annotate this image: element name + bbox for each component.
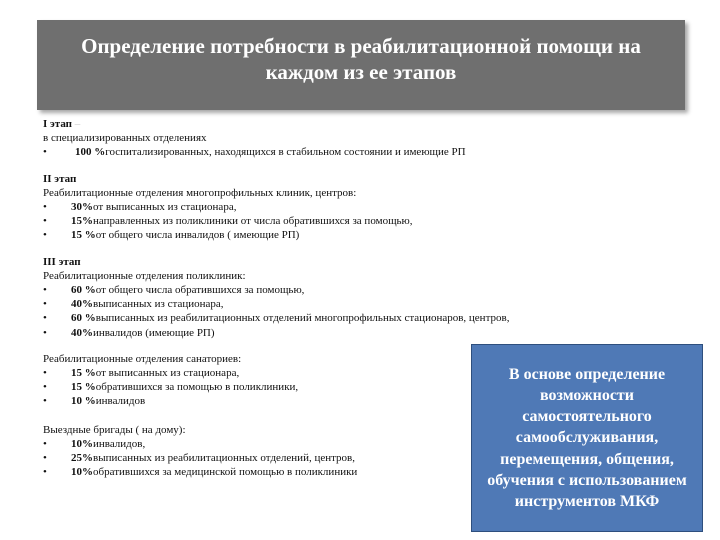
bullet-dot: • — [43, 298, 47, 311]
list-item-text: от выписанных из стационара, — [93, 201, 237, 214]
bullet-dot: • — [43, 215, 47, 228]
bullet-dot: • — [43, 201, 47, 214]
list-item-text: обратившихся за помощью в поликлиники, — [95, 381, 299, 394]
list-item-text: выписанных из реабилитационных отделений, центров, — [93, 452, 355, 465]
list-item-text: обратившихся за медицинской помощью в поликлиники — [93, 466, 358, 479]
list-item-value: 15% — [71, 215, 93, 228]
stage-2-heading: II этап — [43, 172, 77, 185]
list-item-value: 40% — [71, 298, 93, 311]
list-item-text: инвалидов (имеющие РП) — [93, 326, 215, 339]
stage-1-heading — [43, 117, 633, 131]
list-item-value: 60 % — [71, 284, 96, 297]
list-item — [43, 228, 633, 242]
stage-1-line: в специализированных отделениях — [43, 132, 207, 145]
list-item-text: от общего числа инвалидов ( имеющие РП) — [95, 229, 300, 242]
bullet-dot: • — [43, 326, 47, 339]
title-banner — [37, 20, 685, 110]
list-item-value: 15 % — [71, 381, 96, 394]
list-item-value: 60 % — [71, 312, 96, 325]
list-item-text: госпитализированных, находящихся в стабильном состоянии и имеющие РП — [105, 146, 466, 159]
list-item-value: 15 % — [71, 367, 96, 380]
stage-3-section — [43, 255, 633, 340]
list-item — [43, 283, 633, 297]
list-item-text: выписанных из стационара, — [93, 298, 224, 311]
stage-2-line: Реабилитационные отделения многопрофильных клиник, центров: — [43, 186, 357, 199]
bullet-dot: • — [43, 466, 47, 479]
list-item — [43, 326, 633, 340]
callout-text: В основе определение возможности самостоятельного самообслуживания, перемещения, общения, обучения с использованием инструментов МКФ — [487, 365, 687, 510]
list-item — [43, 311, 633, 325]
list-item — [43, 214, 633, 228]
list-item-text: от общего числа обратившихся за помощью, — [95, 284, 305, 297]
list-item-value: 30% — [71, 201, 93, 214]
list-item-value: 15 % — [71, 229, 96, 242]
bullet-dot: • — [43, 312, 47, 325]
bullet-dot: • — [43, 395, 47, 408]
stage-3-heading: III этап — [43, 255, 81, 268]
stage-2-section — [43, 172, 633, 243]
bullet-dot: • — [43, 284, 47, 297]
sanatorium-heading: Реабилитационные отделения санаториев: — [43, 352, 242, 365]
list-item — [43, 200, 633, 214]
callout-box — [471, 344, 703, 532]
stage-3-line: Реабилитационные отделения поликлиник: — [43, 269, 246, 282]
list-item-value: 10% — [71, 466, 93, 479]
list-item-value: 10% — [71, 437, 93, 450]
stage-1-dash: – — [74, 118, 81, 130]
bullet-dot: • — [43, 146, 47, 159]
mobile-teams-heading: Выездные бригады ( на дому): — [43, 423, 186, 436]
bullet-dot: • — [43, 229, 47, 242]
list-item-value: 25% — [71, 452, 93, 465]
bullet-dot: • — [43, 437, 47, 450]
bullet-dot: • — [43, 367, 47, 380]
bullet-dot: • — [43, 381, 47, 394]
list-item-value: 10 % — [71, 395, 96, 408]
list-item — [43, 145, 633, 159]
stage-1-title: I этап — [43, 118, 73, 130]
list-item-text: от выписанных из стационара, — [95, 367, 240, 380]
page-title: Определение потребности в реабилитационной помощи на каждом из ее этапов — [81, 34, 641, 84]
bullet-dot: • — [43, 452, 47, 465]
list-item-value: 40% — [71, 326, 93, 339]
list-item-text: выписанных из реабилитационных отделений многопрофильных стационаров, центров, — [95, 312, 510, 325]
list-item-text: инвалидов, — [93, 437, 146, 450]
list-item — [43, 297, 633, 311]
stage-1-section — [43, 117, 633, 160]
list-item-text: инвалидов — [95, 395, 146, 408]
list-item-text: направленных из поликлиники от числа обратившихся за помощью, — [93, 215, 413, 228]
list-item-value: 100 % — [75, 146, 106, 159]
